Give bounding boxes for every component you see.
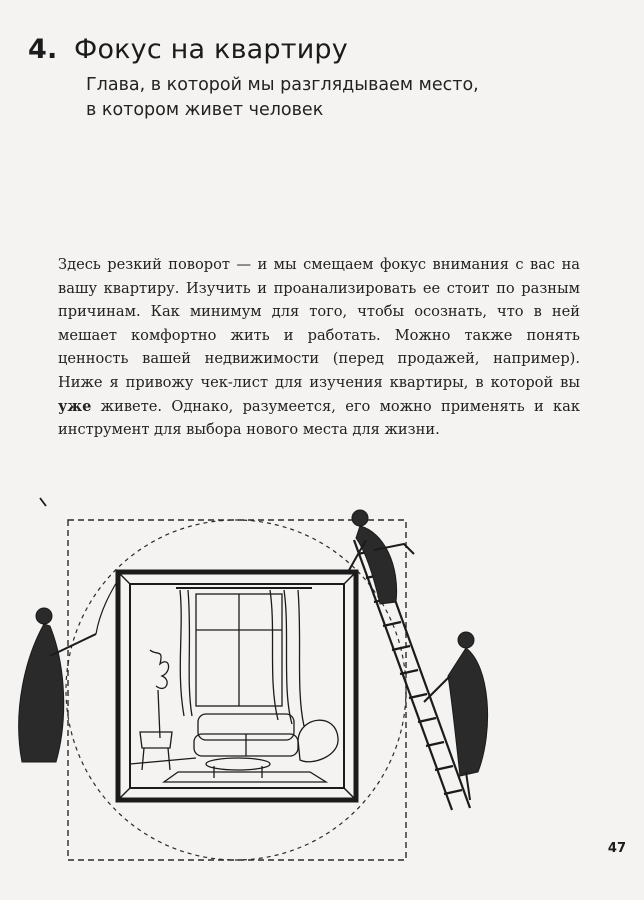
chapter-subtitle-line-1: Глава, в которой мы разглядываем место,	[86, 75, 479, 95]
chapter-title-text: Фокус на квартиру	[74, 34, 348, 65]
chapter-header	[28, 34, 628, 123]
body-paragraph	[58, 253, 580, 442]
figure-left	[19, 498, 96, 762]
paragraph-text-1: Здесь резкий поворот — и мы смещаем фокус внимания с вас на вашу квартиру. Изучить и проанализировать ее стоит по разным причинам. Как минимум для того, чтобы осознать, что в ней мешает комфортно жить и работать. Можно также понять ценность вашей недвижимости (перед продажей, например). Ниже я привожу чек-лист для изучения квартиры, в которой вы	[58, 256, 580, 391]
paragraph	[58, 253, 580, 442]
chapter-title	[28, 34, 628, 65]
chapter-subtitle-line-2: в котором живет человек	[86, 100, 324, 120]
paragraph-text-2: живете. Однако, разумеется, его можно применять и как инструмент для выбора нового места для жизни.	[58, 397, 580, 439]
chapter-subtitle	[86, 73, 628, 123]
figure-right	[424, 632, 488, 800]
apartment-illustration	[0, 480, 644, 870]
chapter-number: 4.	[28, 34, 58, 65]
page-number: 47	[607, 841, 626, 856]
picture-frame	[118, 572, 356, 800]
paragraph-emphasis: уже	[58, 397, 92, 415]
